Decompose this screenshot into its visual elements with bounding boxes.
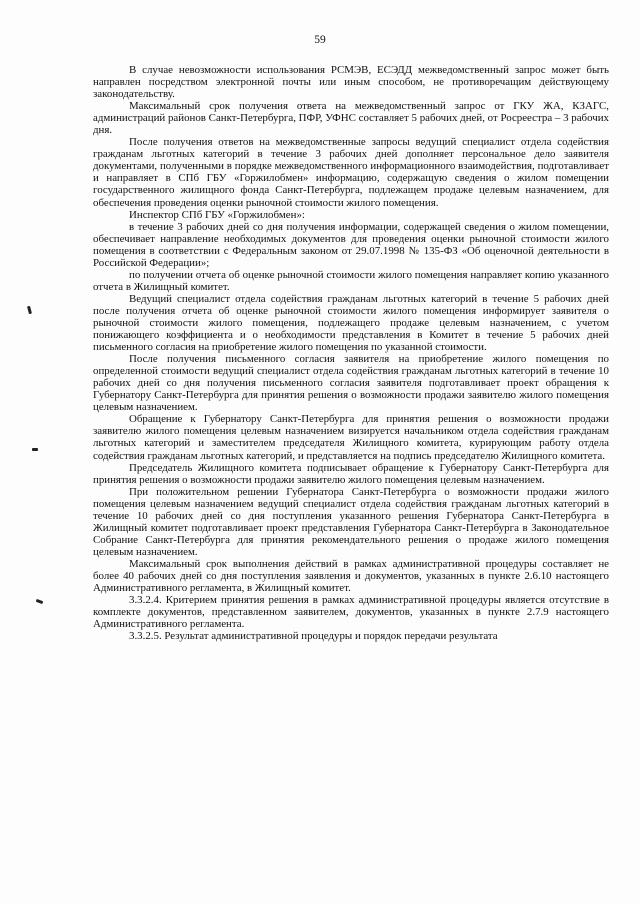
paragraph: После получения ответов на межведомственные запросы ведущий специалист отдела содействия гражданам льготных категорий в течение 3 рабочих дней дополняет персональное дело заявителя документами, полученными в порядке межведомственного информационного взаимодействия, подготавливает и направляет в СПб ГБУ «Горжилобмен» информацию, содержащую сведения о жилом помещении государственного жилищного фонда Санкт-Петербурга, подлежащем продаже целевым назначением, для обеспечения проведения оценки рыночной стоимости жилого помещения. [93, 136, 609, 209]
paragraph: Максимальный срок выполнения действий в рамках административной процедуры составляет не более 40 рабочих дней со дня поступления заявления и документов, указанных в пункте 2.6.10 настоящего Административного регламента, в Жилищный комитет. [93, 557, 609, 595]
paragraph: в течение 3 рабочих дней со дня получения информации, содержащей сведения о жилом помещении, обеспечивает направление необходимых документов для проведения оценки рыночной стоимости жилого помещения в соответствии с Федеральным законом от 29.07.1998 № 135-ФЗ «Об оценочной деятельности в Российской Федерации»; [93, 220, 609, 269]
paragraph: Ведущий специалист отдела содействия гражданам льготных категорий в течение 5 рабочих дней после получения отчета об оценке рыночной стоимости жилого помещения информирует заявителя о рыночной стоимости жилого помещения, подлежащего продаже целевым назначением, с учетом понижающего коэффициента и о необходимости представления в Комитет в течение 5 рабочих дней письменного согласия на приобретение жилого помещения по указанной стоимости. [93, 292, 609, 354]
document-body [93, 64, 609, 642]
paragraph: В случае невозможности использования РСМЭВ, ЕСЭДД межведомственный запрос может быть направлен посредством электронной почты или иным способом, не противоречащим действующему законодательству. [93, 64, 609, 101]
paragraph: 3.3.2.5. Результат административной процедуры и порядок передачи результата [129, 630, 498, 643]
scan-mark [36, 599, 44, 604]
scan-mark [27, 306, 32, 315]
paragraph: Максимальный срок получения ответа на межведомственный запрос от ГКУ ЖА, КЗАГС, администраций районов Санкт-Петербурга, ПФР, УФНС составляет 5 рабочих дней, от Росреестра – 3 рабочих дня. [93, 100, 609, 137]
scan-mark [32, 448, 38, 451]
paragraph: После получения письменного согласия заявителя на приобретение жилого помещения по определенной стоимости ведущий специалист отдела содействия гражданам льготных категорий в течение 10 рабочих дней со дня получения письменного согласия заявителя подготавливает проект обращения к Губернатору Санкт-Петербурга для принятия решения о возможности продажи заявителю жилого помещения целевым назначением. [93, 353, 609, 414]
paragraph: по получении отчета об оценке рыночной стоимости жилого помещения направляет копию указанного отчета в Жилищный комитет. [93, 268, 609, 293]
paragraph: При положительном решении Губернатора Санкт-Петербурга о возможности продажи жилого помещения целевым назначением ведущий специалист отдела содействия гражданам льготных категорий в течение 10 рабочих дней со дня поступления указанного решения Губернатора Санкт-Петербурга в Жилищный комитет подготавливает проект представления Губернатора Санкт-Петербурга в Законодательное Собрание Санкт-Петербурга для принятия рекомендательного решения о продаже жилого помещения целевым назначением. [93, 485, 609, 558]
paragraph: Обращение к Губернатору Санкт-Петербурга для принятия решения о возможности продажи заявителю жилого помещения целевым назначением визируется начальником отдела содействия гражданам льготных категорий и заместителем председателя Жилищного комитета, курирующим работу отдела содействия гражданам льготных категорий, и представляется на подпись председателю Жилищного комитета. [93, 413, 609, 462]
paragraph: Председатель Жилищного комитета подписывает обращение к Губернатору Санкт-Петербурга для принятия решения о возможности продажи заявителю жилого помещения целевым назначением. [93, 461, 609, 486]
paragraph: 3.3.2.4. Критерием принятия решения в рамках административной процедуры является отсутствие в комплекте документов, представленном заявителем, документов, указанных в пункте 2.7.9 настоящего Административного регламента. [93, 594, 609, 631]
paragraph: Инспектор СПб ГБУ «Горжилобмен»: [129, 208, 305, 221]
page-number: 59 [314, 34, 326, 46]
